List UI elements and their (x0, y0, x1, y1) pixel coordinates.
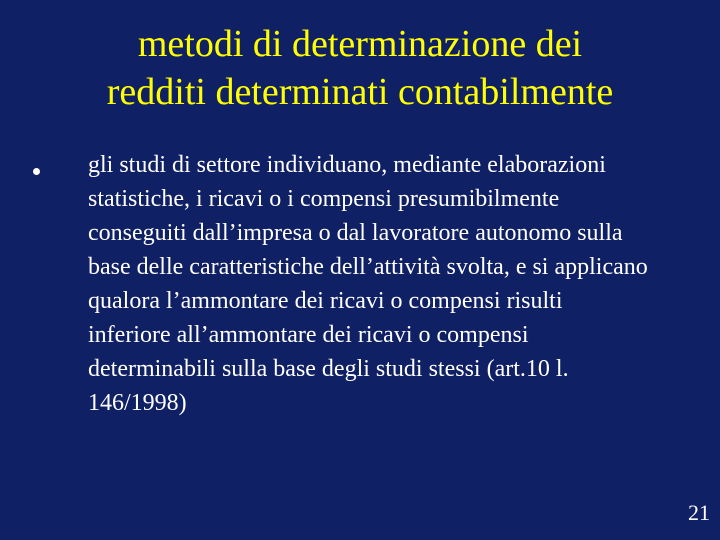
bullet-dot-icon (33, 168, 40, 175)
slide-title-line-2: redditi determinati contabilmente (106, 71, 614, 113)
page-number: 21 (688, 500, 710, 525)
bullet-list (30, 148, 670, 420)
slide-title (20, 20, 700, 116)
slide-title-line-1: metodi di determinazione dei (137, 23, 583, 65)
bullet-item (30, 148, 670, 420)
bullet-text: gli studi di settore individuano, mediante elaborazioni statistiche, i ricavi o i compensi presumibilmente conseguiti dall’impresa o dal lavoratore autonomo sulla base delle caratteristiche dell’attività svolta, e si applicano qualora l’ammontare dei ricavi o compensi risulti inferiore all’ammontare dei ricavi o compensi determinabili sulla base degli studi stessi (art.10 l. 146/1998) (88, 152, 648, 416)
